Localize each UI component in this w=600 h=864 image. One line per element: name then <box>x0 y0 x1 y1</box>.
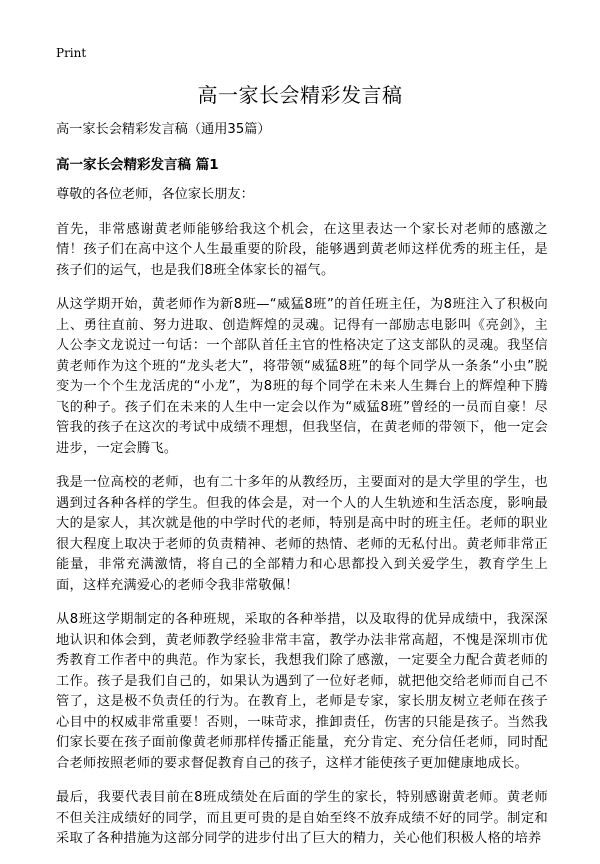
paragraph: 从8班这学期制定的各种班规，采取的各种举措，以及取得的优异成绩中，我深深地认识和体会到，黄老师教学经验非常丰富，教学办法非常高超，不愧是深圳市优秀教育工作者中的典范。作为家长，我想我们除了感激，一定要全力配合黄老师的工作。孩子是我们自己的，如果认为遇到了一位好老师，就把他交给老师而自己不管了，这是极不负责任的行为。在教育上，老师是专家，家长朋友树立老师在孩子心目中的权威非常重要！否则，一味苛求，推卸责任，伤害的只能是孩子。当然我们家长要在孩子面前像黄老师那样传播正能量，充分肯定、充分信任老师，同时配合老师按照老师的要求督促教育自己的孩子，这样才能使孩子更加健康地成长。 <box>56 612 548 771</box>
greeting-line: 尊敬的各位老师，各位家长朋友： <box>56 187 254 202</box>
print-link[interactable]: Print <box>56 46 87 60</box>
page-title: 高一家长会精彩发言稿 <box>197 83 403 107</box>
paragraph: 最后，我要代表目前在8班成绩处在后面的学生的家长，特别感谢黄老师。黄老师不但关注成绩好的同学，而且更可贵的是自始至终不放弃成绩不好的同学。制定和采取了各种措施为这部分同学的进步付出了巨大的精力，关心他们积极人格的培养 <box>56 790 548 846</box>
paragraph: 我是一位高校的老师，也有二十多年的从教经历，主要面对的是大学里的学生，也遇到过各种各样的学生。但我的体会是，对一个人的人生轨迹和生活态度，影响最大的是家人，其次就是他的中学时代的老师，特别是高中时的班主任。老师的职业很大程度上取决于老师的负责精神、老师的热情、老师的无私付出。黄老师非常正能量，非常充满激情，将自己的全部精力和心思都投入到关爱学生，教育学生上面，这样充满爱心的老师令我非常敬佩！ <box>56 475 548 593</box>
section-heading: 高一家长会精彩发言稿 篇1 <box>56 156 219 173</box>
document-subtitle: 高一家长会精彩发言稿（通用35篇） <box>56 122 271 137</box>
paragraph: 从这学期开始，黄老师作为新8班—“威猛8班”的首任班主任，为8班注入了积极向上、勇往直前、努力进取、创造辉煌的灵魂。记得有一部励志电影叫《亮剑》，主人公李文龙说过一句话：一个部队首任主官的性格决定了这支部队的灵魂。我坚信黄老师作为这个班的“龙头老大”，将带领“威猛8班”的每个同学从一条条“小虫”脱变为一个个生龙活虎的“小龙”，为8班的每个同学在未来人生舞台上的辉煌种下腾飞的种子。孩子们在未来的人生中一定会以作为“威猛8班”曾经的一员而自豪！尽管我的孩子在这次的考试中成绩不理想，但我坚信，在黄老师的带领下，他一定会进步，一定会腾飞。 <box>56 297 548 456</box>
document-body <box>56 120 548 864</box>
paragraph: 首先，非常感谢黄老师能够给我这个机会，在这里表达一个家长对老师的感激之情！孩子们在高中这个人生最重要的阶段，能够遇到黄老师这样优秀的班主任，是孩子们的运气，也是我们8班全体家长的福气。 <box>56 221 548 278</box>
